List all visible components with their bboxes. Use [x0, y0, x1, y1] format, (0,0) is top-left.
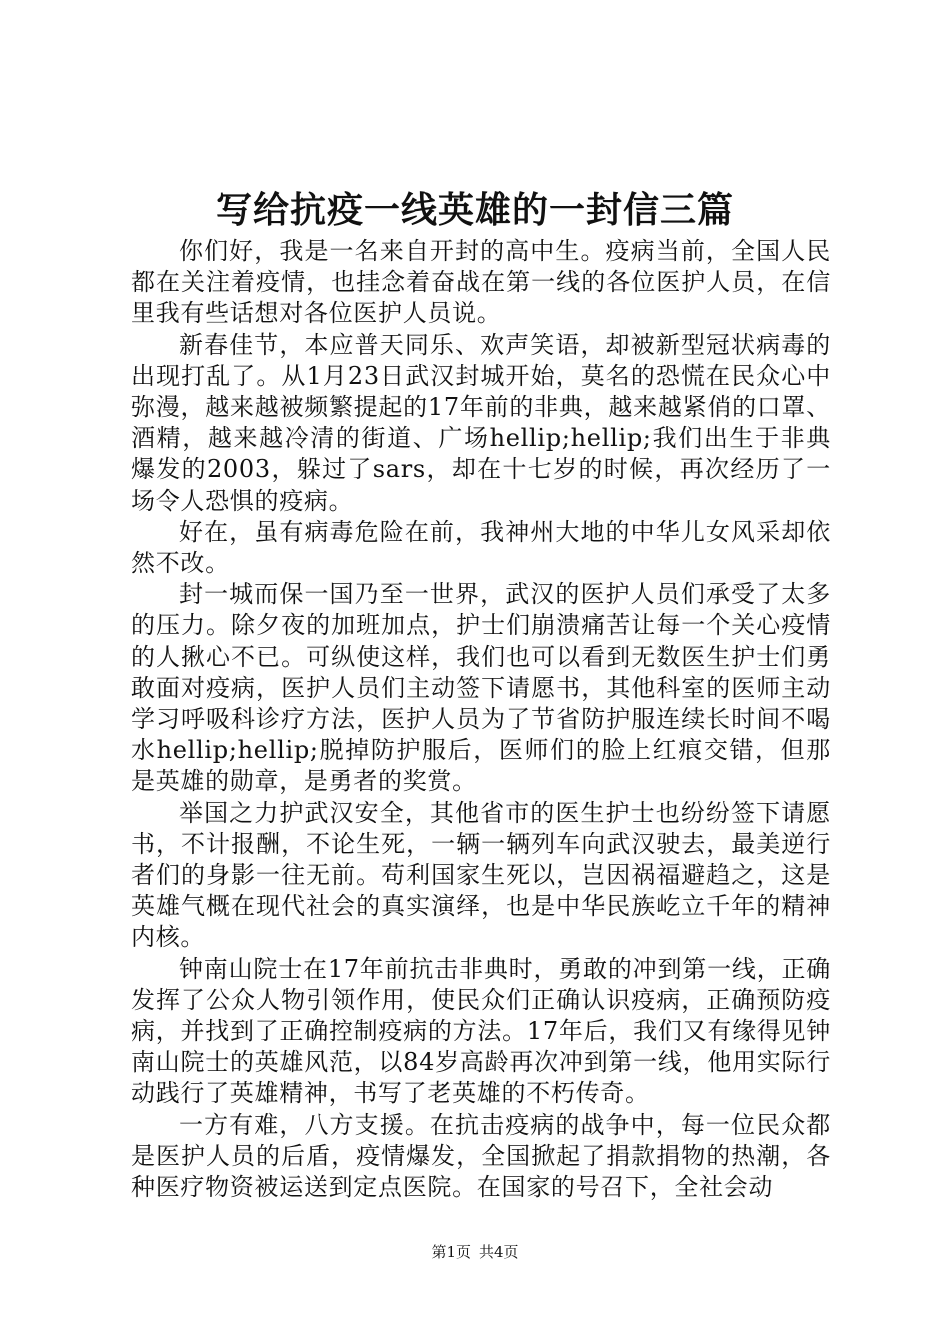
- document-body: [131, 236, 831, 1203]
- paragraph: 好在，虽有病毒危险在前，我神州大地的中华儿女风采却依然不改。: [131, 517, 831, 578]
- page-number: 第1页: [431, 1243, 471, 1261]
- page-count: 共4页: [479, 1243, 519, 1261]
- paragraph: 钟南山院士在17年前抗击非典时，勇敢的冲到第一线，正确发挥了公众人物引领作用，使民众们正确认识疫病，正确预防疫病，并找到了正确控制疫病的方法。17年后，我们又有缘得见钟南山院士的英雄风范，以84岁高龄再次冲到第一线，他用实际行动践行了英雄精神，书写了老英雄的不朽传奇。: [131, 954, 831, 1108]
- paragraph: 你们好，我是一名来自开封的高中生。疫病当前，全国人民都在关注着疫情，也挂念着奋战在第一线的各位医护人员，在信里我有些话想对各位医护人员说。: [131, 237, 831, 328]
- document-title: 写给抗疫一线英雄的一封信三篇: [215, 189, 734, 231]
- paragraph: 新春佳节，本应普天同乐、欢声笑语，却被新型冠状病毒的出现打乱了。从1月23日武汉封城开始，莫名的恐慌在民众心中弥漫，越来越被频繁提起的17年前的非典，越来越紧俏的口罩、酒精，越来越冷清的街道、广场hellip;hellip;我们出生于非典爆发的2003，躲过了sars，却在十七岁的时候，再次经历了一场令人恐惧的疫病。: [131, 330, 831, 515]
- paragraph: 封一城而保一国乃至一世界，武汉的医护人员们承受了太多的压力。除夕夜的加班加点，护士们崩溃痛苦让每一个关心疫情的人揪心不已。可纵使这样，我们也可以看到无数医生护士们勇敢面对疫病，医护人员们主动签下请愿书，其他科室的医师主动学习呼吸科诊疗方法，医护人员为了节省防护服连续长时间不喝水hellip;hellip;脱掉防护服后，医师们的脸上红痕交错，但那是英雄的勋章，是勇者的奖赏。: [131, 580, 831, 796]
- paragraph: 一方有难，八方支援。在抗击疫病的战争中，每一位民众都是医护人员的后盾，疫情爆发，全国掀起了捐款捐物的热潮，各种医疗物资被运送到定点医院。在国家的号召下，全社会动: [131, 1110, 831, 1202]
- page-footer: [0, 1242, 950, 1262]
- paragraph: 举国之力护武汉安全，其他省市的医生护士也纷纷签下请愿书，不计报酬，不论生死，一辆一辆列车向武汉驶去，最美逆行者们的身影一往无前。苟利国家生死以，岂因祸福避趋之，这是英雄气概在现代社会的真实演绎，也是中华民族屹立千年的精神内核。: [131, 798, 831, 952]
